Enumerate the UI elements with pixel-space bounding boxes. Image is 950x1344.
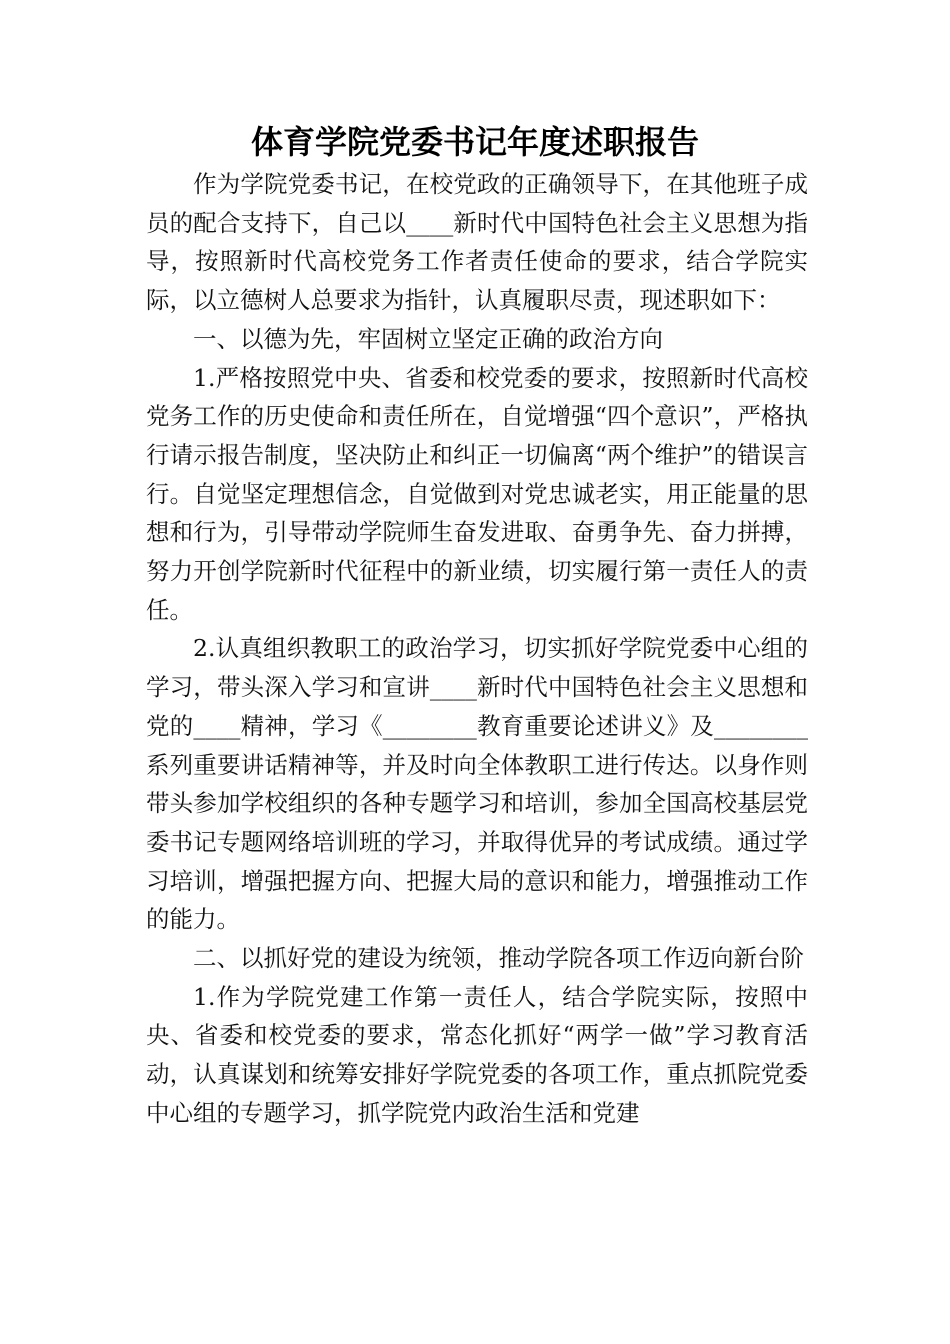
- paragraph-2-1: 1.作为学院党建工作第一责任人，结合学院实际，按照中央、省委和校党委的要求，常态化抓好“两学一做”学习教育活动，认真谋划和统筹安排好学院党委的各项工作，重点抓院党委中心组的专题学习，抓学院党内政治生活和党建: [146, 982, 808, 1127]
- intro-paragraph: 作为学院党委书记，在校党政的正确领导下，在其他班子成员的配合支持下，自己以____新时代中国特色社会主义思想为指导，按照新时代高校党务工作者责任使命的要求，结合学院实际，以立德树人总要求为指针，认真履职尽责，现述职如下：: [146, 170, 808, 315]
- paragraph-1-1: 1.严格按照党中央、省委和校党委的要求，按照新时代高校党务工作的历史使命和责任所在，自觉增强“四个意识”，严格执行请示报告制度，坚决防止和纠正一切偏离“两个维护”的错误言行。自觉坚定理想信念，自觉做到对党忠诚老实，用正能量的思想和行为，引导带动学院师生奋发进取、奋勇争先、奋力拼搏，努力开创学院新时代征程中的新业绩，切实履行第一责任人的责任。: [146, 363, 808, 624]
- section-heading-1: 一、以德为先，牢固树立坚定正确的政治方向: [193, 324, 663, 353]
- section-heading-2: 二、以抓好党的建设为统领，推动学院各项工作迈向新台阶: [193, 944, 804, 973]
- paragraph-1-2: 2.认真组织教职工的政治学习，切实抓好学院党委中心组的学习，带头深入学习和宣讲____新时代中国特色社会主义思想和党的____精神，学习《________教育重要论述讲义》及________系列重要讲话精神等，并及时向全体教职工进行传达。以身作则带头参加学校组织的各种专题学习和培训，参加全国高校基层党委书记专题网络培训班的学习，并取得优异的考试成绩。通过学习培训，增强把握方向、把握大局的意识和能力，增强推动工作的能力。: [146, 634, 808, 934]
- document-title: 体育学院党委书记年度述职报告: [250, 123, 699, 161]
- document-body: [146, 165, 808, 1133]
